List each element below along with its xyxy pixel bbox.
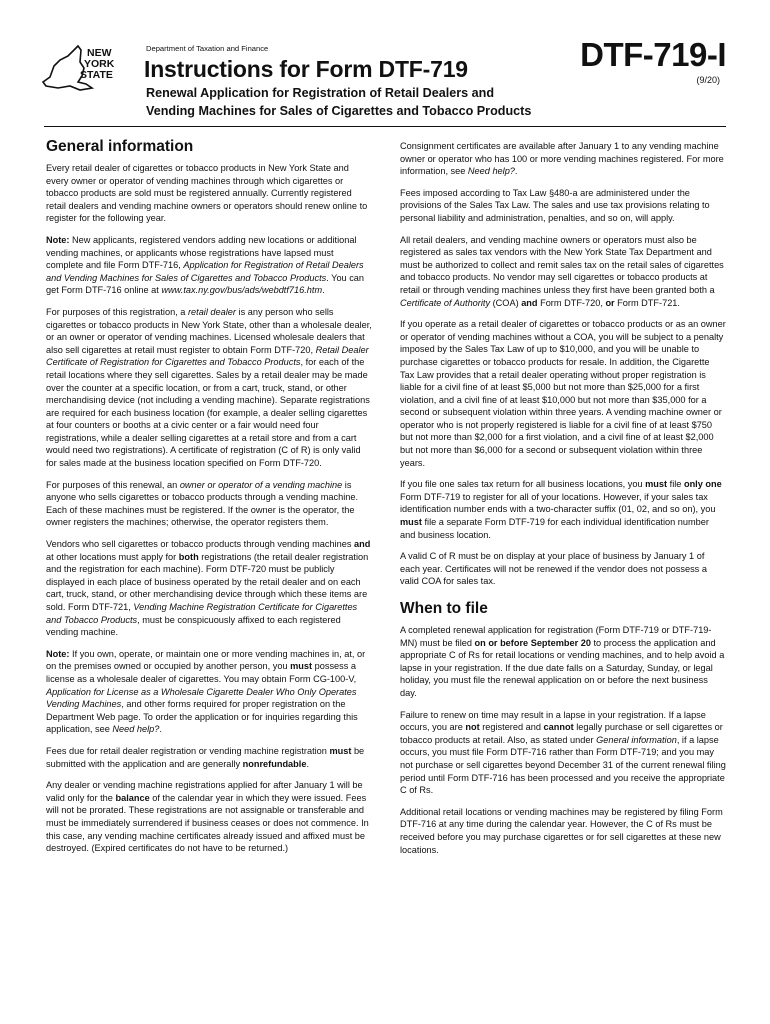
paragraph: If you operate as a retail dealer of cigarettes or tobacco products or as an owner or operator of vending machines without a COA, you will be subject to a penalty imposed by the Sales Tax Law of up to $10,000, and you will be unable to purchase cigarettes or tobacco products for resale. In addition, the Cigarette Tax Law provides that a retail dealer operating without proper registration is liable for a civil fine of at least $5,000 but not more than $25,000 for a first violation, and a civil fine of at least $10,000 but not more than $35,000 for a second or subsequent violation within three years. A vending machine owner or operator who is not properly registered is liable for a civil fine of at least $750 but not more than $2,000 for a first violation, and a civil fine of at least $2,000 but not more than $6,000 for a second or subsequent violation within three years. [400, 319, 726, 468]
svg-text:YORK: YORK [84, 58, 115, 70]
form-number: DTF-719-I [580, 36, 726, 73]
revision-date: (9/20) [696, 75, 720, 85]
paragraph: Consignment certificates are available after January 1 to any vending machine owner or operator who has 100 or more vending machines registered. For more information, see Need help?. [400, 141, 724, 177]
paragraph: For purposes of this renewal, an owner or operator of a vending machine is anyone who sells cigarettes or tobacco products through a vending machine. Each of these machines must be registered. If the owner is the operator, the owner registers the machines; otherwise, the operator registers them. [46, 479, 359, 528]
note-label: Note: [46, 234, 70, 245]
department-name: Department of Taxation and Finance [146, 44, 269, 53]
paragraph: Additional retail locations or vending machines may be registered by filing Form DTF-716 at any time during the calendar year. However, the C of Rs must be received before you may purchase cigarettes or for sell cigarettes at these new locations. [400, 806, 723, 855]
paragraph: A valid C of R must be on display at your place of business by January 1 of each year. Certificates will not be renewed if the vendor does not possess a valid COA for sales tax. [400, 551, 707, 587]
paragraph: Any dealer or vending machine registrations applied for after January 1 will be valid only for the balance of the calendar year in which they were issued. Fees will not be prorated. These registrations are not assignable or transferable and must be immediately surrendered if business ceases or does not commence. In this case, any vending machine certificates already issued and affixed must be destroyed. (Expired certificates do not have to be returned.) [46, 780, 369, 854]
right-column [400, 140, 726, 865]
left-column [46, 138, 372, 864]
paragraph: If you file one sales tax return for all business locations, you must file only one Form DTF-719 to register for all of your locations. However, if your sales tax identification number ends with a two-character suffix (01, 02, and so on), you must file a separate Form DTF-719 for each individual identification number and business location. [400, 479, 722, 540]
paragraph: Fees due for retail dealer registration or vending machine registration must be submitted with the application and are generally nonrefundable. [46, 745, 365, 769]
when-to-file-heading: When to file [400, 600, 488, 617]
paragraph: All retail dealers, and vending machine owners or operators must also be registered as sales tax vendors with the New York State Tax Department and must be authorized to collect and remit sales tax on the retail sales of cigarettes and tobacco products. No vendor may sell cigarettes or tobacco products at retail or through vending machines unless they first have been granted both a Certificate of Authority (COA) and Form DTF-720, or Form DTF-721. [400, 234, 724, 308]
svg-text:STATE: STATE [80, 69, 113, 81]
paragraph: A completed renewal application for registration (Form DTF-719 or DTF-719-MN) must be filed on or before September 20 to process the application and appropriate C of Rs for retail locations or vending machines, and to help avoid a lapse in your registration. If the due date falls on a Saturday, Sunday, or legal holiday, you must file the renewal application on or before the next business day. [400, 625, 725, 698]
paragraph: Note: If you own, operate, or maintain one or more vending machines in, at, or on the premises owned or occupied by another person, you must possess a license as a wholesale dealer of cigarettes. You may obtain Form CG-100-V, Application for License as a Wholesale Cigarette Dealer Who Only Operates Vending Machines, and other forms required for proper registration on the Department Web page. To order the application or for inquiries regarding this application, see Need help?. [46, 648, 366, 735]
paragraph: Fees imposed according to Tax Law §480-a are administered under the provisions of the Sales Tax Law. The sales and use tax provisions relating to personal liability and administration, penalties, and so on, will apply. [400, 187, 710, 223]
form-dtf-716-link[interactable]: www.tax.ny.gov/bus/ads/webdtf716.htm [161, 285, 323, 296]
paragraph: Note: New applicants, registered vendors adding new locations or additional vending machines, or applicants whose registrations have lapsed must complete and file Form DTF-716, Application for Registration of Retail Dealers and Vending Machines for Sales of Cigarettes and Tobacco Products. You can get Form DTF-716 online at www.tax.ny.gov/bus/ads/webdtf716.htm. [46, 234, 365, 296]
page-title: Instructions for Form DTF-719 [144, 56, 468, 82]
svg-text:NEW: NEW [87, 47, 112, 59]
header-divider [44, 126, 726, 127]
note-label: Note: [46, 648, 70, 659]
paragraph: Vendors who sell cigarettes or tobacco products through vending machines and at other locations must apply for both registrations (the retail dealer registration and the registration for each machine). Form DTF-720 must be publicly displayed in each place of business operated by the retail dealer and on each cart, truck, stand, or other merchandising device through which these items are sold. Form DTF-721, Vending Machine Registration Certificate for Cigarettes and Tobacco Products, must be conspicuously affixed to each registered vending machine. [46, 539, 371, 638]
paragraph: For purposes of this registration, a retail dealer is any person who sells cigarettes or tobacco products in New York State, other than a wholesale dealer, or an owner or operator of vending machines. Licensed wholesale dealers that also sell cigarettes at retail must register to obtain Form DTF-720, Retail Dealer Certificate of Registration for Cigarettes and Tobacco Products, for each of the retail locations where they sell cigarettes. Sales by a retail dealer may be made over the counter at a specific location, or from a cart, truck, stand, or other merchandising device (not including a vending machine). Separate registrations are required for each business location (for example, a dealer selling cigarettes at four counters or booths at a civic center or a fair would need four registrations, while a dealer selling cigarettes at a retail store and from a cart would need two registrations). A certificate of registration (C of R) is only valid for sales made at the business location specified on Form DTF-720. [46, 306, 372, 469]
general-information-heading: General information [46, 138, 194, 155]
subtitle-line-1: Renewal Application for Registration of Retail Dealers and [146, 86, 495, 100]
subtitle-line-2: Vending Machines for Sales of Cigarettes and Tobacco Products [146, 103, 532, 118]
paragraph: Failure to renew on time may result in a lapse in your registration. If a lapse occurs, you are not registered and cannot legally purchase or sell cigarettes or tobacco products at retail. Also, as stated under General information, if a lapse occurs, you must file Form DTF-716 rather than Form DTF-719; and you may not purchase or sell cigarettes beyond December 31 of the current renewal filing period until Form DTF-716 has been processed and you receive the appropriate C of Rs. [400, 709, 726, 796]
page-subtitle [146, 85, 531, 120]
paragraph: Every retail dealer of cigarettes or tobacco products in New York State and every owner or operator of vending machines through which cigarettes or tobacco products are sold must be registered annually. Currently registered retail dealers and vending machine owners or operators should renew online to register for the following year. [46, 163, 368, 224]
new-york-state-logo [40, 44, 125, 92]
